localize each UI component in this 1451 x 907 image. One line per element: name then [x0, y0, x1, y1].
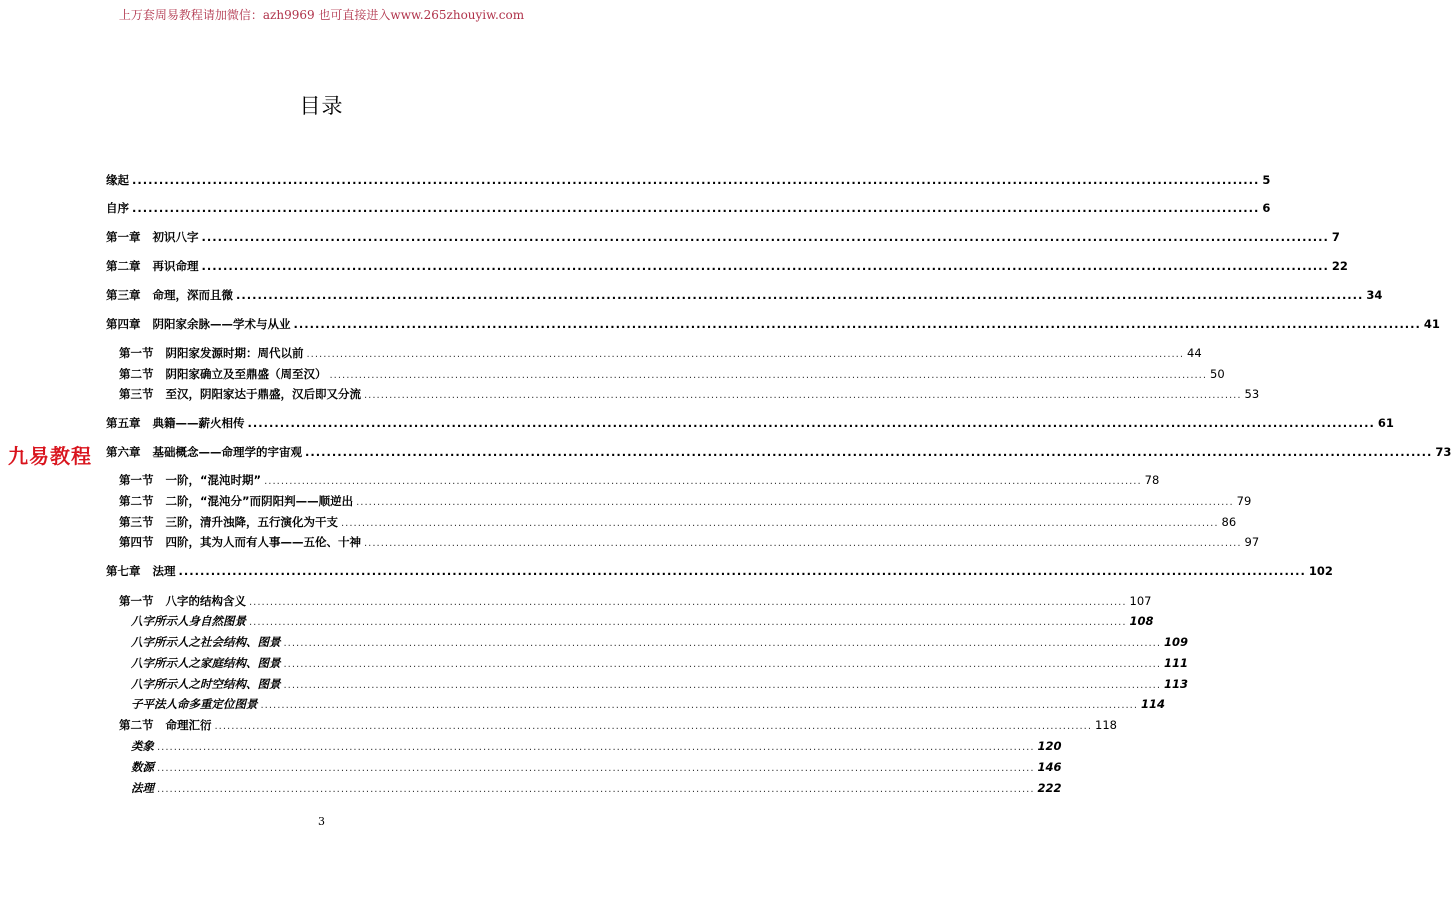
toc-leader-dots: ..................................................................................................................................................................................................................: [236, 288, 1364, 302]
toc-entry[interactable]: [106, 172, 1271, 188]
toc-leader-dots: ..................................................................................................................................................................................................................: [283, 680, 1162, 691]
toc-entry-label: [119, 493, 353, 509]
toc-entry-title: 八字所示人身自然图景: [131, 614, 246, 628]
toc-entry-page: 86: [1221, 515, 1237, 529]
toc-entry-page: 5: [1262, 173, 1271, 187]
toc-leader-dots: ..................................................................................................................................................................................................................: [201, 230, 1329, 244]
toc-leader-dots: ..................................................................................................................................................................................................................: [264, 476, 1142, 487]
toc-entry[interactable]: [119, 386, 1260, 402]
toc-entry-page: 120: [1037, 739, 1062, 753]
toc-entry[interactable]: [106, 200, 1271, 216]
toc-entry-title: 法理: [131, 781, 154, 795]
toc-entry-number: 第三章: [106, 288, 141, 302]
toc-entry-number: 第三节: [119, 387, 154, 401]
toc-entry-label: [131, 634, 281, 650]
toc-entry-title: 阴阳家发源时期：周代以前: [165, 346, 304, 360]
toc-entry[interactable]: [106, 415, 1394, 431]
toc-entry[interactable]: [106, 316, 1440, 332]
toc-entry[interactable]: [131, 759, 1062, 775]
toc-leader-dots: ..................................................................................................................................................................................................................: [132, 201, 1260, 215]
toc-entry-label: [119, 534, 361, 550]
toc-entry-label: [131, 676, 281, 692]
toc-entry-label: [106, 287, 233, 303]
toc-leader-dots: ..................................................................................................................................................................................................................: [178, 564, 1306, 578]
toc-entry-page: 50: [1210, 367, 1225, 381]
toc-leader-dots: ..................................................................................................................................................................................................................: [364, 538, 1242, 549]
toc-leader-dots: ..................................................................................................................................................................................................................: [356, 497, 1234, 508]
toc-entry-label: [131, 738, 154, 754]
toc-entry-number: 第四节: [119, 535, 154, 549]
toc-leader-dots: ..................................................................................................................................................................................................................: [157, 763, 1035, 774]
toc-entry[interactable]: [131, 655, 1189, 671]
toc-leader-dots: ..................................................................................................................................................................................................................: [249, 597, 1127, 608]
page-number: 3: [318, 815, 325, 828]
toc-entry-title: 三阶，清升浊降，五行演化为干支: [165, 515, 338, 529]
toc-leader-dots: ..................................................................................................................................................................................................................: [305, 445, 1433, 459]
toc-entry-number: 第二章: [106, 259, 141, 273]
toc-entry-page: 73: [1435, 445, 1451, 459]
toc-entry-label: [106, 200, 129, 216]
toc-leader-dots: ..................................................................................................................................................................................................................: [283, 659, 1162, 670]
toc-entry[interactable]: [119, 514, 1237, 530]
toc-entry-page: 22: [1331, 259, 1348, 273]
toc-entry-page: 41: [1423, 317, 1440, 331]
toc-leader-dots: ..................................................................................................................................................................................................................: [201, 259, 1329, 273]
toc-entry-number: 第六章: [106, 445, 141, 459]
toc-entry-page: 102: [1308, 564, 1333, 578]
toc-entry[interactable]: [131, 613, 1154, 629]
toc-entry-label: [119, 593, 246, 609]
toc-entry-title: 一阶，“混沌时期”: [165, 473, 262, 487]
toc-entry-number: 第三节: [119, 515, 154, 529]
toc-leader-dots: ..................................................................................................................................................................................................................: [247, 416, 1375, 430]
toc-entry[interactable]: [119, 345, 1202, 361]
toc-entry-label: [119, 472, 261, 488]
toc-leader-dots: ..................................................................................................................................................................................................................: [341, 518, 1219, 529]
toc-entry-page: 7: [1331, 230, 1340, 244]
toc-entry-title: 阴阳家余脉——学术与从业: [152, 317, 291, 331]
toc-entry[interactable]: [106, 258, 1348, 274]
toc-entry-page: 109: [1164, 635, 1189, 649]
toc-entry-label: [106, 172, 129, 188]
toc-entry-page: 6: [1262, 201, 1271, 215]
toc-entry-title: 至汉，阴阳家达于鼎盛，汉后即又分流: [165, 387, 361, 401]
toc-entry-title: 八字所示人之社会结构、图景: [131, 635, 281, 649]
toc-entry-page: 97: [1244, 535, 1260, 549]
toc-entry-title: 八字所示人之时空结构、图景: [131, 677, 281, 691]
toc-entry-title: 典籍——薪火相传: [152, 416, 245, 430]
toc-entry-page: 53: [1244, 387, 1260, 401]
toc-entry-label: [106, 229, 199, 245]
toc-entry[interactable]: [131, 676, 1189, 692]
toc-entry-title: 八字的结构含义: [165, 594, 246, 608]
toc-entry-page: 107: [1129, 594, 1152, 608]
toc-entry-title: 自序: [106, 201, 129, 215]
toc-entry-page: 146: [1037, 760, 1062, 774]
toc-entry-title: 八字所示人之家庭结构、图景: [131, 656, 281, 670]
toc-entry-label: [131, 780, 154, 796]
page-title: 目录: [299, 94, 344, 118]
toc-entry[interactable]: [106, 563, 1333, 579]
toc-entry-number: 第四章: [106, 317, 141, 331]
toc-entry-label: [119, 386, 361, 402]
toc-entry-label: [106, 444, 302, 460]
toc-entry-number: 第一节: [119, 594, 154, 608]
toc-leader-dots: ..................................................................................................................................................................................................................: [283, 638, 1162, 649]
toc-entry[interactable]: [106, 287, 1383, 303]
toc-entry-number: 第二节: [119, 718, 154, 732]
toc-leader-dots: ..................................................................................................................................................................................................................: [157, 784, 1035, 795]
toc-entry[interactable]: [131, 634, 1189, 650]
toc-entry-page: 222: [1037, 781, 1062, 795]
toc-entry-label: [119, 366, 327, 382]
toc-leader-dots: ..................................................................................................................................................................................................................: [306, 349, 1185, 360]
toc-entry-page: 34: [1366, 288, 1383, 302]
toc-entry[interactable]: [106, 444, 1451, 460]
toc-entry[interactable]: [119, 493, 1252, 509]
toc-entry-title: 二阶，“混沌分”而阴阳判——顺逆出: [165, 494, 354, 508]
toc-entry-label: [119, 717, 212, 733]
toc-entry-number: 第五章: [106, 416, 141, 430]
toc-entry[interactable]: [119, 593, 1152, 609]
toc-entry-number: 第一章: [106, 230, 141, 244]
toc-entry-page: 113: [1164, 677, 1189, 691]
toc-entry-page: 78: [1144, 473, 1160, 487]
toc-entry-page: 118: [1095, 718, 1117, 732]
toc-entry-page: 61: [1377, 416, 1394, 430]
toc-entry-number: 第二节: [119, 367, 154, 381]
toc-entry-label: [131, 613, 246, 629]
toc-entry-title: 法理: [152, 564, 176, 578]
toc-entry-title: 命理汇衍: [165, 718, 212, 732]
toc-entry-label: [131, 696, 258, 712]
toc-entry-page: 79: [1236, 494, 1252, 508]
toc-entry[interactable]: [119, 717, 1117, 733]
toc-entry[interactable]: [119, 472, 1160, 488]
toc-entry-label: [106, 415, 245, 431]
toc-entry-title: 阴阳家确立及至鼎盛（周至汉）: [165, 367, 327, 381]
toc-leader-dots: ..................................................................................................................................................................................................................: [329, 370, 1208, 381]
toc-entry-label: [131, 759, 154, 775]
toc-entry-number: 第二节: [119, 494, 154, 508]
toc-entry[interactable]: [119, 366, 1225, 382]
toc-entry-title: 缘起: [106, 173, 129, 187]
toc-entry-number: 第一节: [119, 346, 154, 360]
toc-entry-title: 命理，深而且微: [152, 288, 233, 302]
toc-entry-number: 第一节: [119, 473, 154, 487]
toc-entry[interactable]: [106, 229, 1340, 245]
toc-entry-title: 再识命理: [152, 259, 199, 273]
toc-leader-dots: ..................................................................................................................................................................................................................: [249, 617, 1127, 628]
header-advertisement: 上万套周易教程请加微信：azh9969 也可直接进入www.265zhouyiw.com: [118, 8, 525, 22]
toc-entry-title: 四阶，其为人而有人事——五伦、十神: [165, 535, 361, 549]
toc-entry-title: 数源: [131, 760, 154, 774]
toc-entry[interactable]: [131, 696, 1166, 712]
toc-entry-number: 第七章: [106, 564, 141, 578]
toc-entry-page: 44: [1187, 346, 1202, 360]
toc-entry-page: 114: [1141, 697, 1166, 711]
toc-entry-title: 基础概念——命理学的宇宙观: [152, 445, 302, 459]
toc-entry-label: [106, 258, 199, 274]
toc-entry-title: 初识八字: [152, 230, 199, 244]
toc-entry-label: [119, 514, 338, 530]
toc-entry[interactable]: [131, 780, 1062, 796]
toc-entry-title: 类象: [131, 739, 154, 753]
toc-leader-dots: ..................................................................................................................................................................................................................: [157, 742, 1035, 753]
toc-entry[interactable]: [131, 738, 1062, 754]
watermark-logo: 九易教程: [7, 440, 93, 469]
toc-entry-page: 108: [1129, 614, 1154, 628]
toc-entry-label: [106, 316, 291, 332]
toc-leader-dots: ..................................................................................................................................................................................................................: [260, 700, 1139, 711]
toc-leader-dots: ..................................................................................................................................................................................................................: [364, 390, 1242, 401]
toc-entry-page: 111: [1164, 656, 1189, 670]
toc-leader-dots: ..................................................................................................................................................................................................................: [132, 173, 1260, 187]
toc-entry-title: 子平法人命多重定位图景: [131, 697, 258, 711]
toc-entry-label: [106, 563, 176, 579]
toc-entry[interactable]: [119, 534, 1260, 550]
toc-entry-label: [131, 655, 281, 671]
toc-leader-dots: ..................................................................................................................................................................................................................: [293, 317, 1421, 331]
toc-leader-dots: ..................................................................................................................................................................................................................: [214, 721, 1093, 732]
toc-entry-label: [119, 345, 304, 361]
